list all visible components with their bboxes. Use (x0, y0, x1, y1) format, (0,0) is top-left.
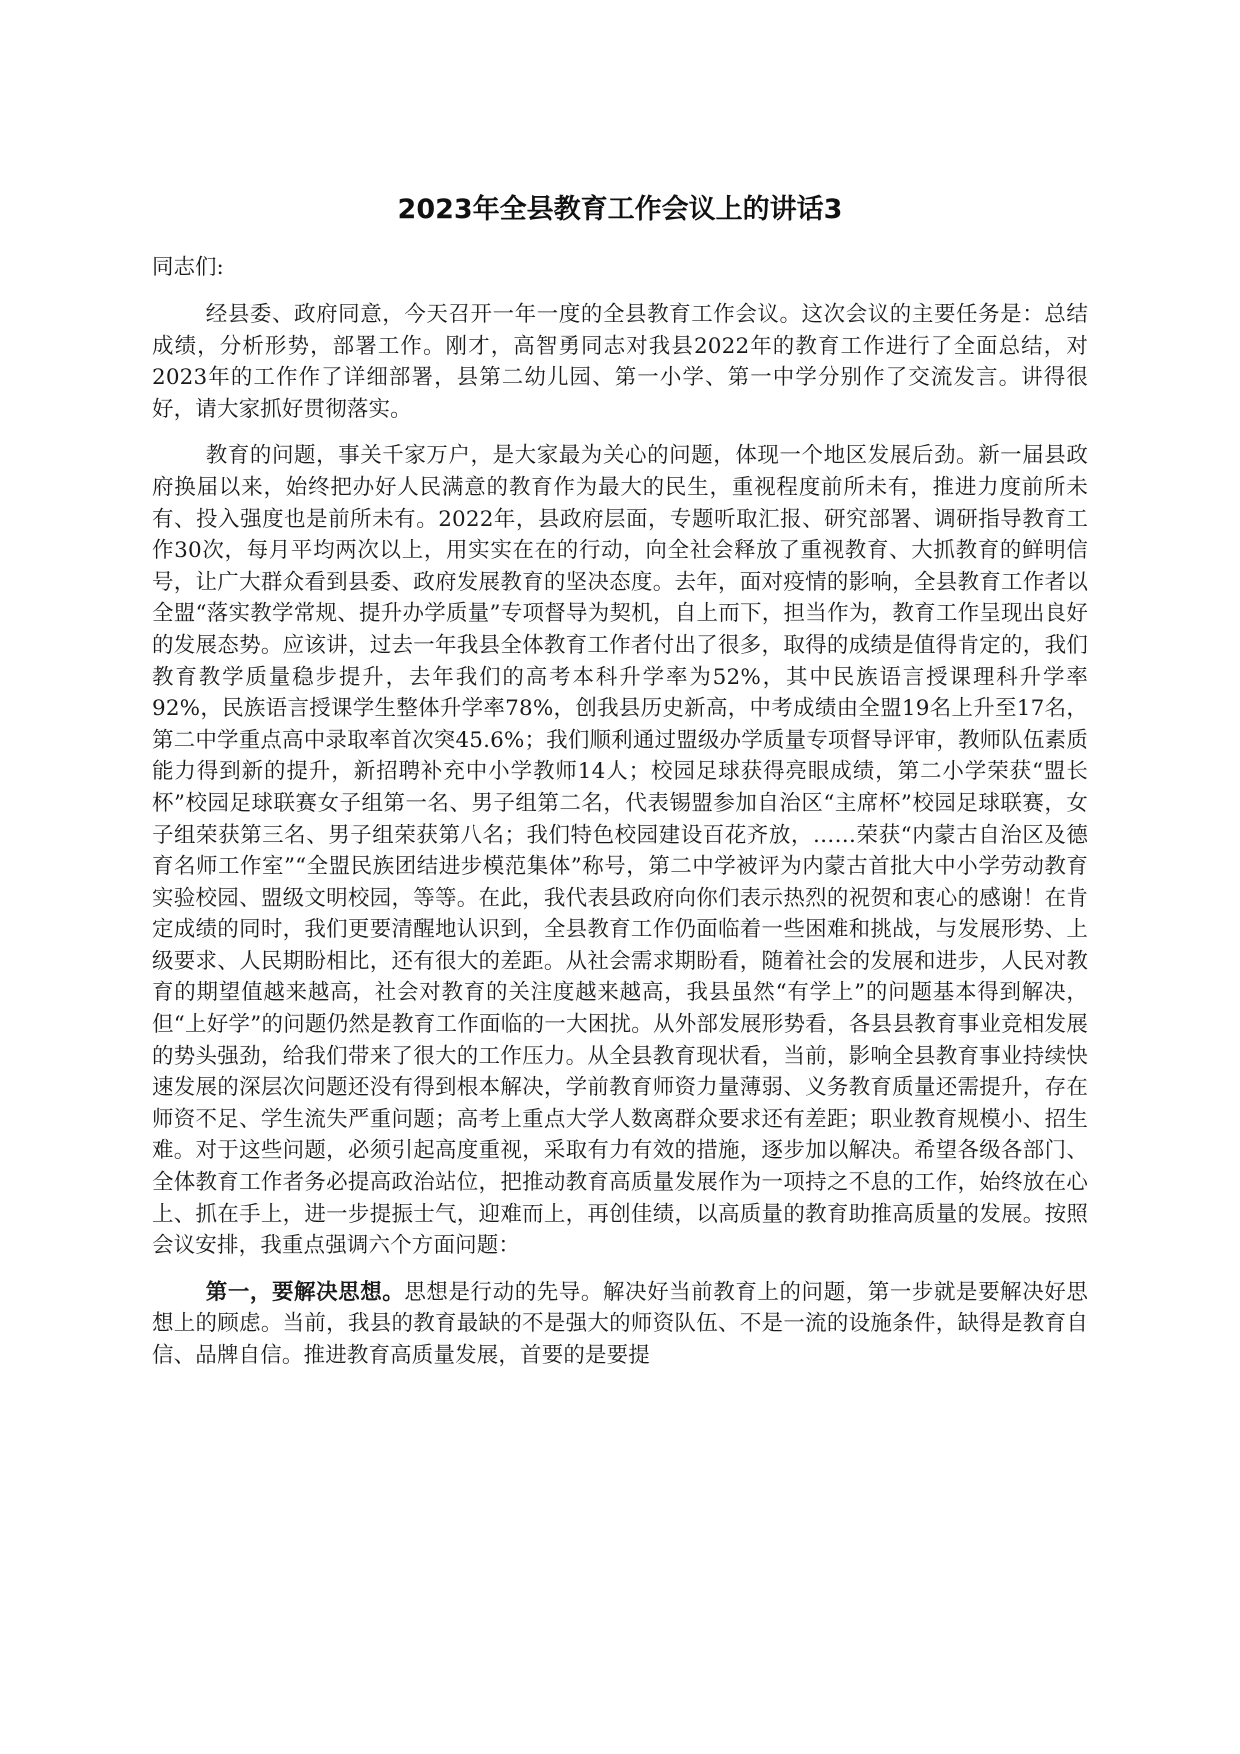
paragraph-text: 经县委、政府同意，今天召开一年一度的全县教育工作会议。这次会议的主要任务是：总结成绩，分析形势，部署工作。刚才，高智勇同志对我县2022年的教育工作进行了全面总结，对2023年的工作作了详细部署，县第二幼儿园、第一小学、第一中学分别作了交流发言。讲得很好，请大家抓好贯彻落实。 (152, 302, 1088, 422)
paragraph-text: 教育的问题，事关千家万户，是大家最为关心的问题，体现一个地区发展后劲。新一届县政府换届以来，始终把办好人民满意的教育作为最大的民生，重视程度前所未有，推进力度前所未有、投入强度也是前所未有。2022年，县政府层面，专题听取汇报、研究部署、调研指导教育工作30次，每月平均两次以上，用实实在在的行动，向全社会释放了重视教育、大抓教育的鲜明信号，让广大群众看到县委、政府发展教育的坚决态度。去年，面对疫情的影响，全县教育工作者以全盟“落实教学常规、提升办学质量”专项督导为契机，自上而下，担当作为，教育工作呈现出良好的发展态势。应该讲，过去一年我县全体教育工作者付出了很多，取得的成绩是值得肯定的，我们教育教学质量稳步提升，去年我们的高考本科升学率为52%，其中民族语言授课理科升学率92%，民族语言授课学生整体升学率78%，创我县历史新高，中考成绩由全盟19名上升至17名，第二中学重点高中录取率首次突45.6%；我们顺利通过盟级办学质量专项督导评审，教师队伍素质能力得到新的提升，新招聘补充中小学教师14人；校园足球获得亮眼成绩，第二小学荣获“盟长杯”校园足球联赛女子组第一名、男子组第二名，代表锡盟参加自治区“主席杯”校园足球联赛，女子组荣获第三名、男子组荣获第八名；我们特色校园建设百花齐放，……荣获“内蒙古自治区及德育名师工作室”“全盟民族团结进步模范集体”称号，第二中学被评为内蒙古首批大中小学劳动教育实验校园、盟级文明校园，等等。在此，我代表县政府向你们表示热烈的祝贺和衷心的感谢！在肯定成绩的同时，我们更要清醒地认识到，全县教育工作仍面临着一些困难和挑战，与发展形势、上级要求、人民期盼相比，还有很大的差距。从社会需求期盼看，随着社会的发展和进步，人民对教育的期望值越来越高，社会对教育的关注度越来越高，我县虽然“有学上”的问题基本得到解决，但“上好学”的问题仍然是教育工作面临的一大困扰。从外部发展形势看，各县县教育事业竞相发展的势头强劲，给我们带来了很大的工作压力。从全县教育现状看，当前，影响全县教育事业持续快速发展的深层次问题还没有得到根本解决，学前教育师资力量薄弱、义务教育质量还需提升，存在师资不足、学生流失严重问题；高考上重点大学人数离群众要求还有差距；职业教育规模小、招生难。对于这些问题，必须引起高度重视，采取有力有效的措施，逐步加以解决。希望各级各部门、全体教育工作者务必提高政治站位，把推动教育高质量发展作为一项持之不息的工作，始终放在心上、抓在手上，进一步提振士气，迎难而上，再创佳绩，以高质量的教育助推高质量的发展。按照会议安排，我重点强调六个方面问题： (152, 443, 1088, 1259)
salutation: 同志们: (152, 255, 224, 280)
paragraph-lead: 第一，要解决思想。 (205, 1279, 405, 1305)
paragraph-point-one (152, 1277, 1088, 1372)
paragraph-achievements (152, 440, 1088, 1261)
document-page (152, 190, 1088, 1387)
paragraph-text: 思想是行动的先导。解决好当前教育上的问题，第一步就是要解决好思想上的顾虑。当前，我县的教育最缺的不是强大的师资队伍、不是一流的设施条件，缺得是教育自信、品牌自信。推进教育高质量发展，首要的是要提 (152, 1279, 1089, 1368)
paragraph-opening (152, 299, 1088, 425)
document-title: 2023年全县教育工作会议上的讲话3 (397, 194, 843, 225)
